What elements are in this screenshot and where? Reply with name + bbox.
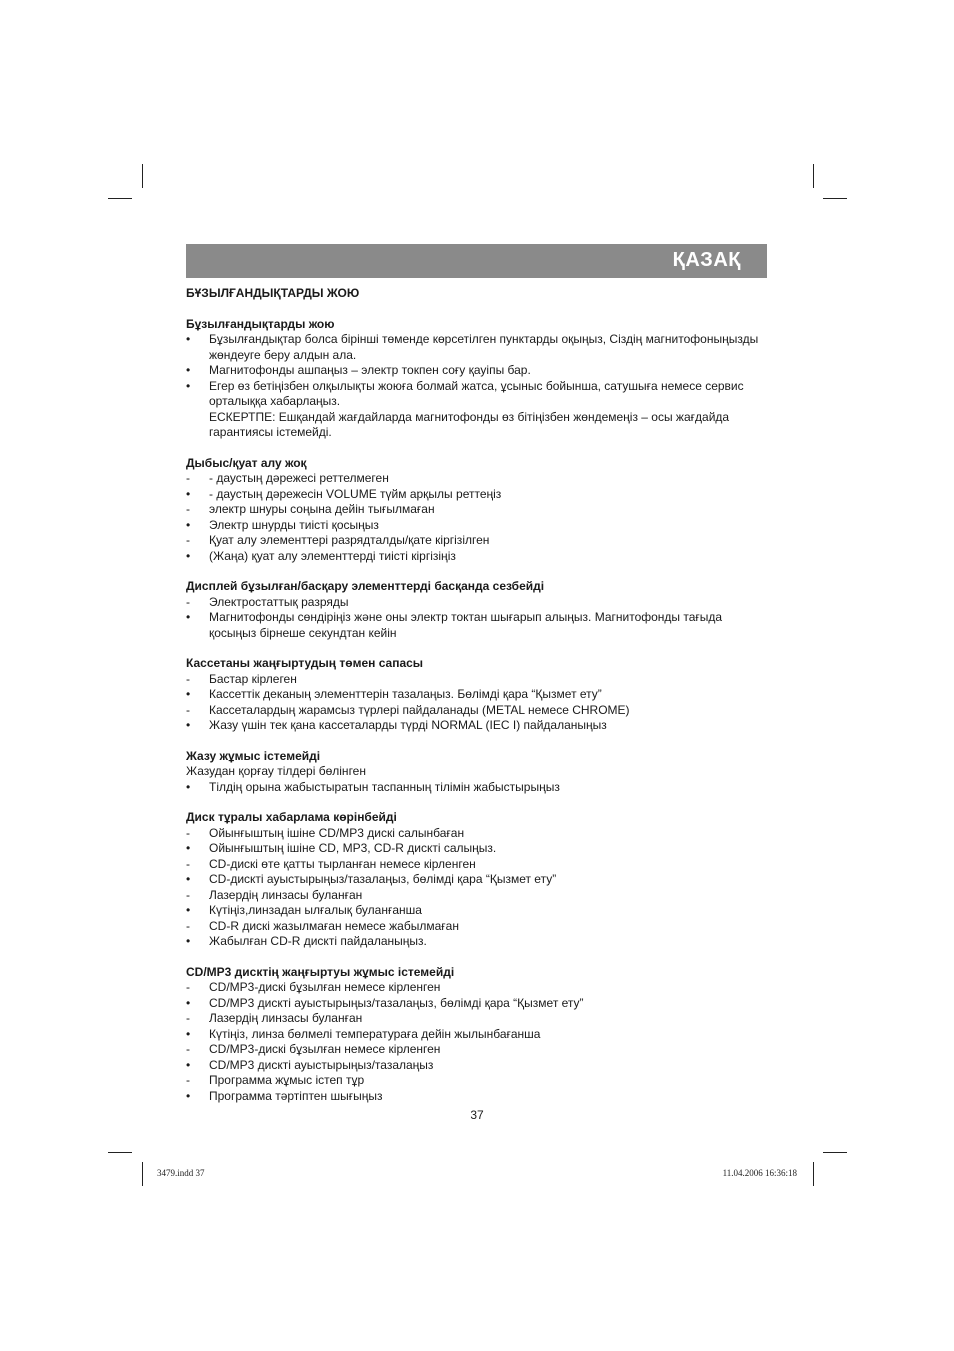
list-item-text: - даустың дәрежесі реттелмеген bbox=[209, 471, 389, 485]
dash-marker: - bbox=[186, 533, 190, 547]
dash-marker: - bbox=[186, 918, 190, 933]
dash-marker: - bbox=[186, 1073, 190, 1087]
bullet-marker: • bbox=[186, 363, 191, 377]
list-item-text: CD/MP3-дискі бұзылған немесе кірленген bbox=[209, 980, 441, 994]
list-item bbox=[186, 502, 771, 518]
list-item bbox=[186, 826, 771, 842]
crop-mark-top-left-h bbox=[108, 198, 132, 199]
language-header-band bbox=[186, 244, 767, 278]
list-item-text: Лазердің линзасы буланған bbox=[209, 887, 363, 902]
bullet-marker: • bbox=[186, 934, 191, 948]
crop-mark-bottom-left-v bbox=[142, 1162, 143, 1186]
bullet-marker: • bbox=[186, 1026, 191, 1041]
section-list bbox=[186, 471, 771, 564]
section-title: CD/MP3 дисктің жаңғыртуы жұмыс істемейді bbox=[186, 964, 455, 979]
list-item-text: Егер өз бетіңізбен олқылықты жоюға болмай жатса, ұсыныс бойынша, сатушыға немесе сервис орталыққа хабарлаңыз. bbox=[209, 378, 744, 408]
list-item-text: Электр шнурды тиісті қосыңыз bbox=[209, 517, 379, 532]
list-item-text: Қуат алу элементтері разрядталды/қате кіргізілген bbox=[209, 533, 490, 547]
list-item-text: CD-R дискі жазылмаған немесе жабылмаған bbox=[209, 918, 459, 933]
list-item bbox=[186, 919, 771, 935]
bullet-marker: • bbox=[186, 517, 191, 532]
list-item-text: Жабылған CD-R дискті пайдаланыңыз. bbox=[209, 934, 427, 948]
section-paragraph: Жазудан қорғау тілдері бөлінген bbox=[186, 764, 366, 778]
dash-marker: - bbox=[186, 887, 190, 902]
page-title: БҰЗЫЛҒАНДЫҚТАРДЫ ЖОЮ bbox=[186, 286, 360, 300]
list-item bbox=[186, 549, 771, 565]
list-item-text: Бұзылғандықтар болса бірінші төменде көрсетілген пунктарды оқыңыз, Сіздің магнитофоныңызды жөндеуге беру алдын ала. bbox=[209, 332, 759, 362]
section-title: Дыбыс/қуат алу жоқ bbox=[186, 455, 307, 470]
dash-marker: - bbox=[186, 702, 190, 717]
list-item bbox=[186, 672, 771, 688]
list-item-text: Ойынғыштың ішіне CD/MP3 дискі салынбаған bbox=[209, 825, 465, 840]
list-item-text: Магнитофонды ашпаңыз – электр токпен соғу қауіпы бар. bbox=[209, 363, 531, 377]
bullet-marker: • bbox=[186, 841, 191, 855]
list-item-text: CD/MP3-дискі бұзылған немесе кірленген bbox=[209, 1042, 441, 1056]
section bbox=[186, 656, 771, 734]
list-item bbox=[186, 872, 771, 888]
list-item-text: (Жаңа) қуат алу элементтерді тиісті кіргізіңіз bbox=[209, 548, 456, 563]
list-item bbox=[186, 687, 771, 703]
section bbox=[186, 456, 771, 565]
list-item bbox=[186, 1073, 771, 1089]
bullet-marker: • bbox=[186, 1057, 191, 1072]
list-item-text: Бастар кірлеген bbox=[209, 671, 297, 686]
section-title: Бұзылғандықтарды жою bbox=[186, 316, 335, 331]
section-title: Диск тұралы хабарлама көрінбейді bbox=[186, 810, 397, 824]
sections-container bbox=[186, 317, 771, 1105]
language-title: ҚАЗАҚ bbox=[672, 249, 741, 271]
list-item bbox=[186, 487, 771, 503]
list-item bbox=[186, 1042, 771, 1058]
footer-timestamp: 11.04.2006 16:36:18 bbox=[722, 1168, 797, 1178]
list-item bbox=[186, 595, 771, 611]
list-item-text: - даустың дәрежесін VOLUME түйм арқылы реттеңіз bbox=[209, 486, 502, 501]
list-item-text: Магнитофонды сөндіріңіз және оны электр токтан шығарып алыңыз. Магнитофонды тағыда қосыңыз бірнеше секундтан кейін bbox=[209, 610, 723, 640]
bullet-marker: • bbox=[186, 872, 191, 886]
section-list bbox=[186, 595, 771, 642]
bullet-marker: • bbox=[186, 718, 191, 732]
crop-mark-bottom-left-h bbox=[108, 1152, 132, 1153]
crop-mark-top-right-v bbox=[813, 164, 814, 188]
section-title: Дисплей бұзылған/басқару элементтерді басқанда сезбейді bbox=[186, 579, 545, 593]
list-item bbox=[186, 934, 771, 950]
bullet-marker: • bbox=[186, 687, 191, 701]
section bbox=[186, 965, 771, 1105]
page-number: 37 bbox=[470, 1108, 484, 1122]
footer-file-info: 3479.indd 37 bbox=[157, 1168, 205, 1178]
bullet-marker: • bbox=[186, 378, 191, 393]
dash-marker: - bbox=[186, 980, 190, 994]
section-list bbox=[186, 780, 771, 796]
list-item bbox=[186, 1011, 771, 1027]
list-item-text: Тілдің орына жабыстыратын таспанның тілімін жабыстырыңыз bbox=[209, 779, 560, 794]
dash-marker: - bbox=[186, 1011, 190, 1025]
list-item bbox=[186, 780, 771, 796]
section bbox=[186, 749, 771, 796]
section bbox=[186, 317, 771, 441]
list-item-text: Электростаттық разряды bbox=[209, 594, 349, 609]
list-item bbox=[186, 980, 771, 996]
list-item-text: Кассеталардың жарамсыз түрлері пайдаланады (METAL немесе CHROME) bbox=[209, 702, 630, 717]
bullet-marker: • bbox=[186, 332, 191, 346]
list-item bbox=[186, 533, 771, 549]
crop-mark-top-right-h bbox=[823, 198, 847, 199]
section bbox=[186, 579, 771, 641]
section-title: Жазу жұмыс істемейді bbox=[186, 748, 321, 763]
list-item bbox=[186, 703, 771, 719]
list-item-text: CD-дискті ауыстырыңыз/тазалаңыз, бөлімді қара “Қызмет ету” bbox=[209, 872, 557, 886]
list-item bbox=[186, 996, 771, 1012]
dash-marker: - bbox=[186, 856, 190, 871]
section-title: Кассетаны жаңғыртудың төмен сапасы bbox=[186, 656, 424, 670]
list-item-text: Программа жұмыс істеп тұр bbox=[209, 1073, 365, 1087]
list-item bbox=[186, 363, 771, 379]
list-item-text: Программа тәртіптен шығыңыз bbox=[209, 1088, 383, 1103]
list-item bbox=[186, 332, 771, 363]
list-item bbox=[186, 1089, 771, 1105]
list-item bbox=[186, 888, 771, 904]
list-item bbox=[186, 857, 771, 873]
dash-marker: - bbox=[186, 671, 190, 686]
dash-marker: - bbox=[186, 825, 190, 840]
bullet-marker: • bbox=[186, 610, 191, 624]
list-item-text: Кассеттік деканың элементтерін тазалаңыз. Бөлімді қара “Қызмет ету” bbox=[209, 687, 602, 701]
warning-note: ЕСКЕРТПЕ: Ешқандай жағдайларда магнитофонды өз бітіңізбен жөндемеңіз – осы жағдайда гарантиясы істемейді. bbox=[209, 409, 730, 439]
list-item-text: Жазу үшін тек қана кассеталарды түрді NORMAL (IEC I) пайдаланыңыз bbox=[209, 718, 607, 732]
list-item-text: Лазердің линзасы буланған bbox=[209, 1011, 363, 1025]
list-item bbox=[186, 471, 771, 487]
list-item-text: CD-дискі өте қатты тырланған немесе кірленген bbox=[209, 856, 476, 871]
list-item-text: CD/MP3 дискті ауыстырыңыз/тазалаңыз, бөлімді қара “Қызмет ету” bbox=[209, 995, 584, 1010]
list-item bbox=[186, 518, 771, 534]
crop-mark-top-left-v bbox=[142, 164, 143, 188]
list-item bbox=[186, 903, 771, 919]
list-item-text: Күтіңіз,линзадан ылғалық буланғанша bbox=[209, 903, 422, 917]
list-item-text: Күтіңіз, линза бөлмелі температураға дейін жылынбағанша bbox=[209, 1026, 541, 1041]
bullet-marker: • bbox=[186, 548, 191, 563]
section-list bbox=[186, 826, 771, 950]
dash-marker: - bbox=[186, 502, 190, 516]
crop-mark-bottom-right-h bbox=[823, 1152, 847, 1153]
dash-marker: - bbox=[186, 471, 190, 485]
list-item bbox=[186, 718, 771, 734]
list-item-text: CD/MP3 дискті ауыстырыңыз/тазалаңыз bbox=[209, 1057, 434, 1072]
dash-marker: - bbox=[186, 1042, 190, 1056]
list-item bbox=[186, 610, 771, 641]
list-item-text: электр шнуры соңына дейін тығылмаған bbox=[209, 502, 435, 516]
list-item-text: Ойынғыштың ішіне CD, MP3, CD-R дискті салыңыз. bbox=[209, 841, 497, 855]
page-content bbox=[186, 286, 771, 1119]
list-item bbox=[186, 379, 771, 410]
bullet-marker: • bbox=[186, 1088, 191, 1103]
bullet-marker: • bbox=[186, 903, 191, 917]
dash-marker: - bbox=[186, 594, 190, 609]
section bbox=[186, 810, 771, 950]
list-item bbox=[186, 1027, 771, 1043]
section-list bbox=[186, 980, 771, 1104]
list-item bbox=[186, 841, 771, 857]
section-list bbox=[186, 672, 771, 734]
bullet-marker: • bbox=[186, 779, 191, 794]
crop-mark-bottom-right-v bbox=[813, 1162, 814, 1186]
list-item bbox=[186, 1058, 771, 1074]
bullet-marker: • bbox=[186, 486, 191, 501]
section-list bbox=[186, 332, 771, 410]
bullet-marker: • bbox=[186, 995, 191, 1010]
